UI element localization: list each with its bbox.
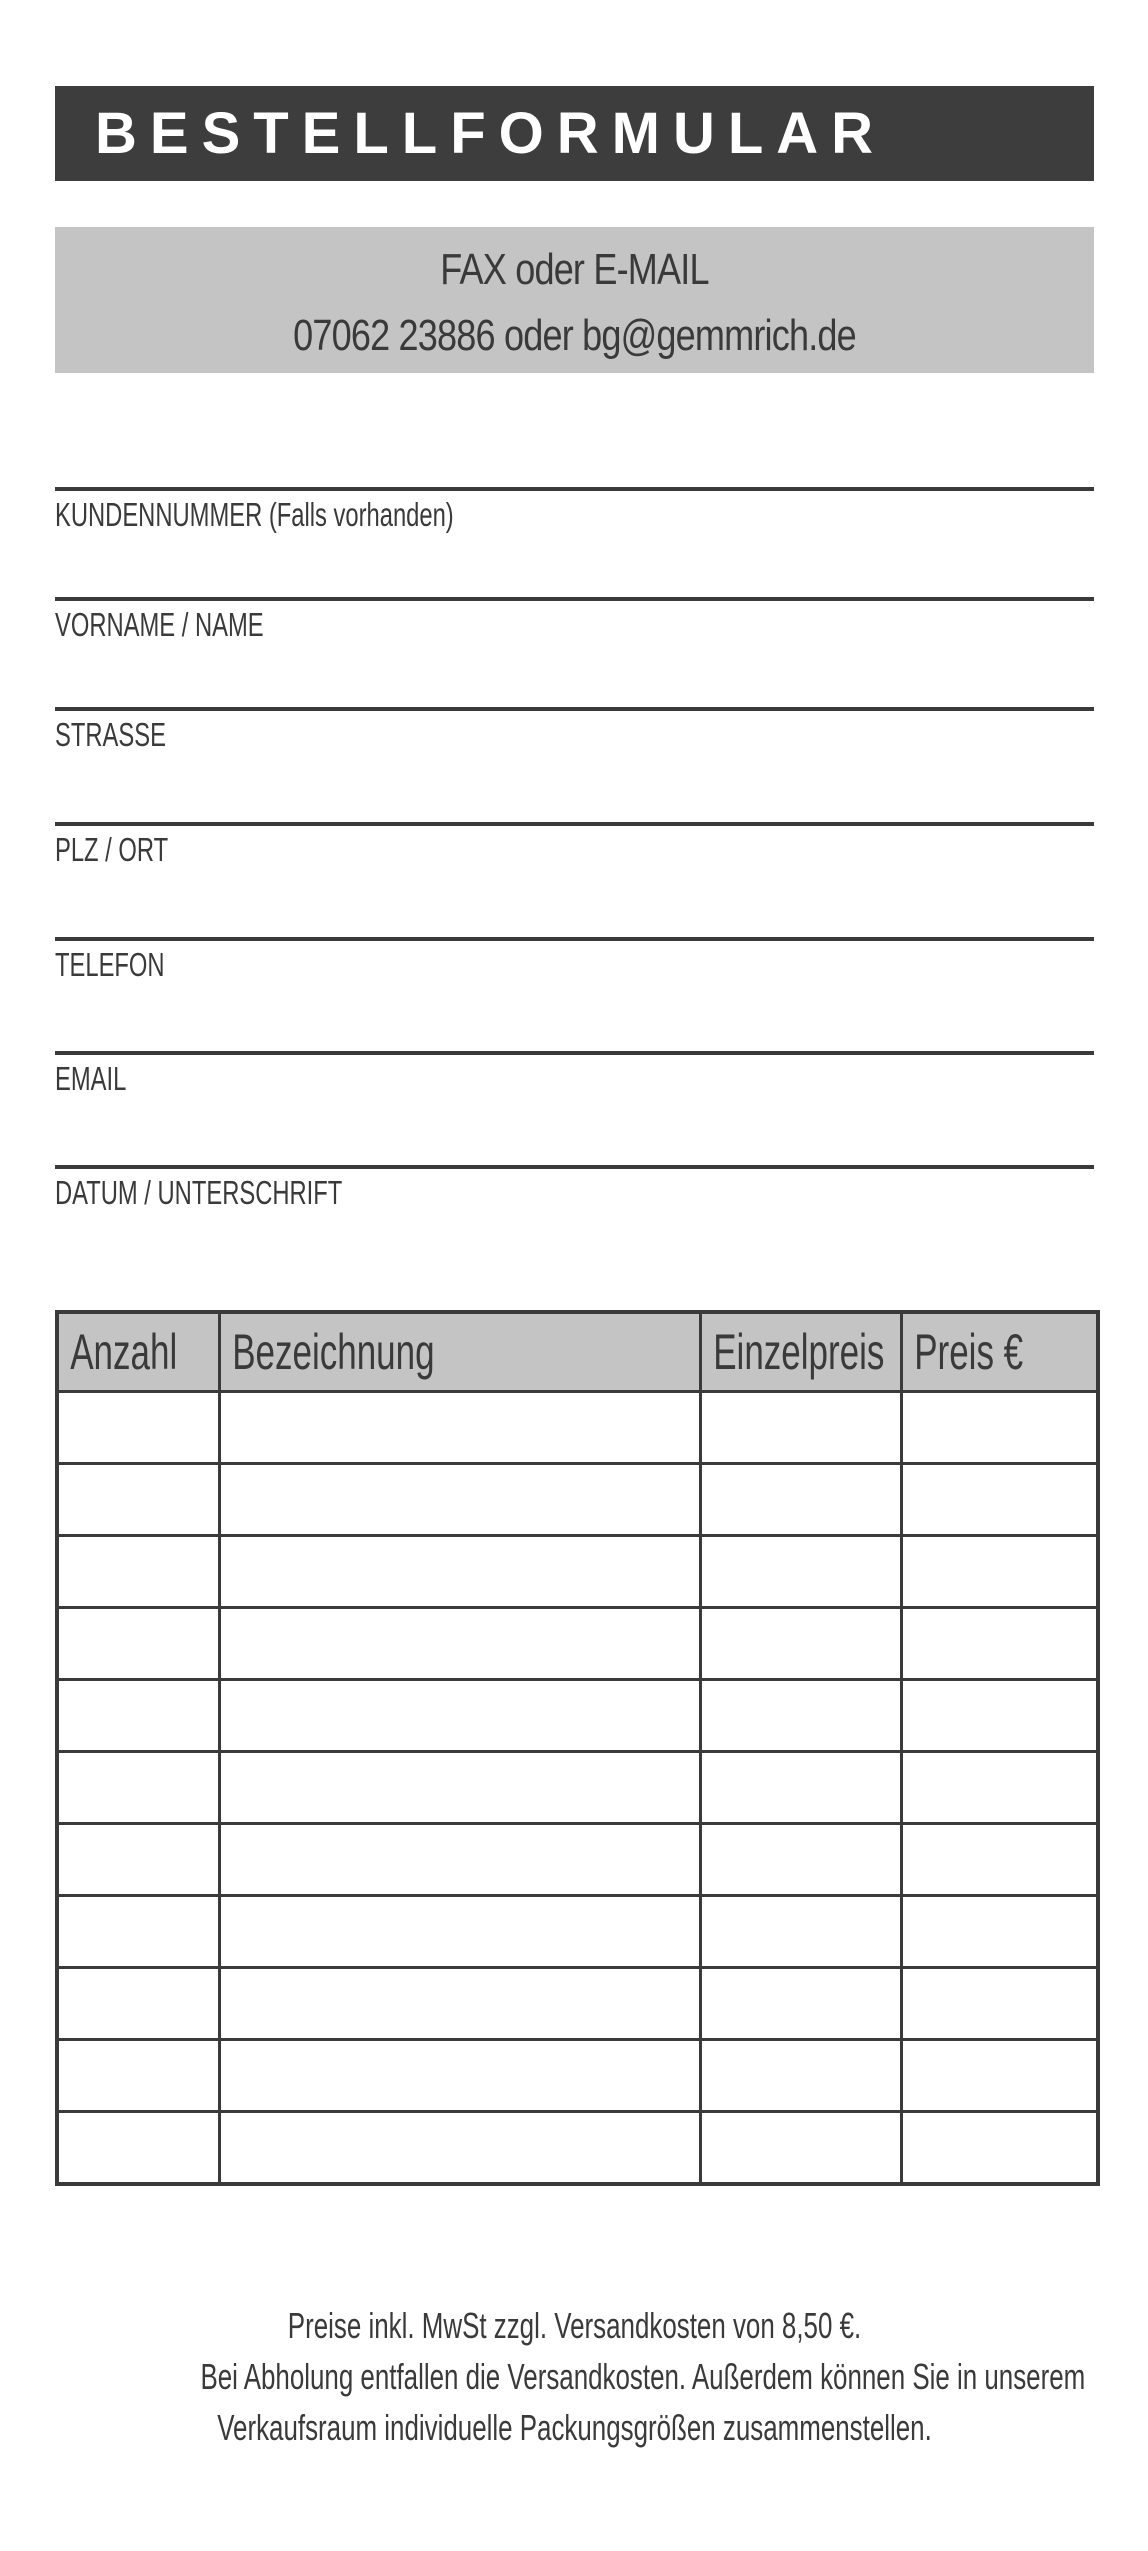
name-field[interactable] bbox=[55, 597, 1094, 645]
quantity-cell[interactable] bbox=[57, 1536, 219, 1608]
description-cell[interactable] bbox=[219, 1896, 700, 1968]
quantity-cell[interactable] bbox=[57, 1824, 219, 1896]
unit-price-cell[interactable] bbox=[700, 1680, 901, 1752]
table-row bbox=[57, 1896, 1098, 1968]
description-cell[interactable] bbox=[219, 2112, 700, 2184]
header-unit-price: Einzelpreis bbox=[700, 1312, 901, 1392]
quantity-cell[interactable] bbox=[57, 1680, 219, 1752]
table-row bbox=[57, 2040, 1098, 2112]
footer-note bbox=[55, 2300, 1094, 2453]
quantity-cell[interactable] bbox=[57, 2112, 219, 2184]
table-row bbox=[57, 1824, 1098, 1896]
price-cell[interactable] bbox=[901, 1968, 1098, 2040]
date-signature-field[interactable] bbox=[55, 1165, 1094, 1213]
unit-price-cell[interactable] bbox=[700, 1896, 901, 1968]
customer-number-label: KUNDENNUMMER (Falls vorhanden) bbox=[55, 496, 454, 533]
price-cell[interactable] bbox=[901, 1608, 1098, 1680]
unit-price-cell[interactable] bbox=[700, 1608, 901, 1680]
description-cell[interactable] bbox=[219, 1824, 700, 1896]
table-row bbox=[57, 1680, 1098, 1752]
price-cell[interactable] bbox=[901, 1464, 1098, 1536]
footer-line-showroom: Verkaufsraum individuelle Packungsgrößen zusammenstellen. bbox=[217, 2407, 932, 2448]
unit-price-cell[interactable] bbox=[700, 1968, 901, 2040]
table-header-row bbox=[57, 1312, 1098, 1392]
street-field[interactable] bbox=[55, 707, 1094, 755]
quantity-cell[interactable] bbox=[57, 1968, 219, 2040]
form-title: BESTELLFORMULAR bbox=[95, 101, 887, 166]
price-cell[interactable] bbox=[901, 1680, 1098, 1752]
quantity-cell[interactable] bbox=[57, 1896, 219, 1968]
order-table bbox=[55, 1310, 1100, 2186]
contact-heading: FAX oder E-MAIL bbox=[440, 245, 709, 294]
unit-price-cell[interactable] bbox=[700, 2040, 901, 2112]
description-cell[interactable] bbox=[219, 1464, 700, 1536]
table-row bbox=[57, 2112, 1098, 2184]
description-cell[interactable] bbox=[219, 1680, 700, 1752]
header-quantity: Anzahl bbox=[57, 1312, 219, 1392]
unit-price-cell[interactable] bbox=[700, 1392, 901, 1464]
title-bar bbox=[55, 86, 1094, 181]
contact-details: 07062 23886 oder bg@gemmrich.de bbox=[293, 311, 856, 360]
price-cell[interactable] bbox=[901, 1824, 1098, 1896]
description-cell[interactable] bbox=[219, 1608, 700, 1680]
price-cell[interactable] bbox=[901, 2112, 1098, 2184]
description-cell[interactable] bbox=[219, 2040, 700, 2112]
table-row bbox=[57, 1392, 1098, 1464]
phone-field[interactable] bbox=[55, 937, 1094, 985]
description-cell[interactable] bbox=[219, 1752, 700, 1824]
unit-price-cell[interactable] bbox=[700, 1464, 901, 1536]
table-row bbox=[57, 1464, 1098, 1536]
quantity-cell[interactable] bbox=[57, 1608, 219, 1680]
price-cell[interactable] bbox=[901, 2040, 1098, 2112]
price-cell[interactable] bbox=[901, 1896, 1098, 1968]
table-row bbox=[57, 1752, 1098, 1824]
quantity-cell[interactable] bbox=[57, 2040, 219, 2112]
customer-number-field[interactable] bbox=[55, 487, 1094, 535]
table-row bbox=[57, 1968, 1098, 2040]
table-row bbox=[57, 1608, 1098, 1680]
price-cell[interactable] bbox=[901, 1536, 1098, 1608]
header-description: Bezeichnung bbox=[219, 1312, 700, 1392]
footer-line-pickup: Bei Abholung entfallen die Versandkosten. Außerdem können Sie in unserem bbox=[200, 2356, 1086, 2397]
phone-label: TELEFON bbox=[55, 946, 165, 983]
contact-box bbox=[55, 227, 1094, 373]
name-label: VORNAME / NAME bbox=[55, 606, 264, 643]
email-field[interactable] bbox=[55, 1051, 1094, 1099]
quantity-cell[interactable] bbox=[57, 1392, 219, 1464]
footer-line-prices: Preise inkl. MwSt zzgl. Versandkosten von 8,50 €. bbox=[287, 2305, 862, 2346]
price-cell[interactable] bbox=[901, 1392, 1098, 1464]
description-cell[interactable] bbox=[219, 1968, 700, 2040]
quantity-cell[interactable] bbox=[57, 1464, 219, 1536]
email-label: EMAIL bbox=[55, 1060, 127, 1097]
price-cell[interactable] bbox=[901, 1752, 1098, 1824]
unit-price-cell[interactable] bbox=[700, 2112, 901, 2184]
zip-city-label: PLZ / ORT bbox=[55, 831, 169, 868]
date-signature-label: DATUM / UNTERSCHRIFT bbox=[55, 1174, 343, 1211]
table-row bbox=[57, 1536, 1098, 1608]
description-cell[interactable] bbox=[219, 1392, 700, 1464]
order-rows bbox=[57, 1392, 1098, 2184]
street-label: STRASSE bbox=[55, 716, 166, 753]
header-price: Preis € bbox=[901, 1312, 1098, 1392]
zip-city-field[interactable] bbox=[55, 822, 1094, 870]
unit-price-cell[interactable] bbox=[700, 1824, 901, 1896]
unit-price-cell[interactable] bbox=[700, 1536, 901, 1608]
unit-price-cell[interactable] bbox=[700, 1752, 901, 1824]
quantity-cell[interactable] bbox=[57, 1752, 219, 1824]
description-cell[interactable] bbox=[219, 1536, 700, 1608]
